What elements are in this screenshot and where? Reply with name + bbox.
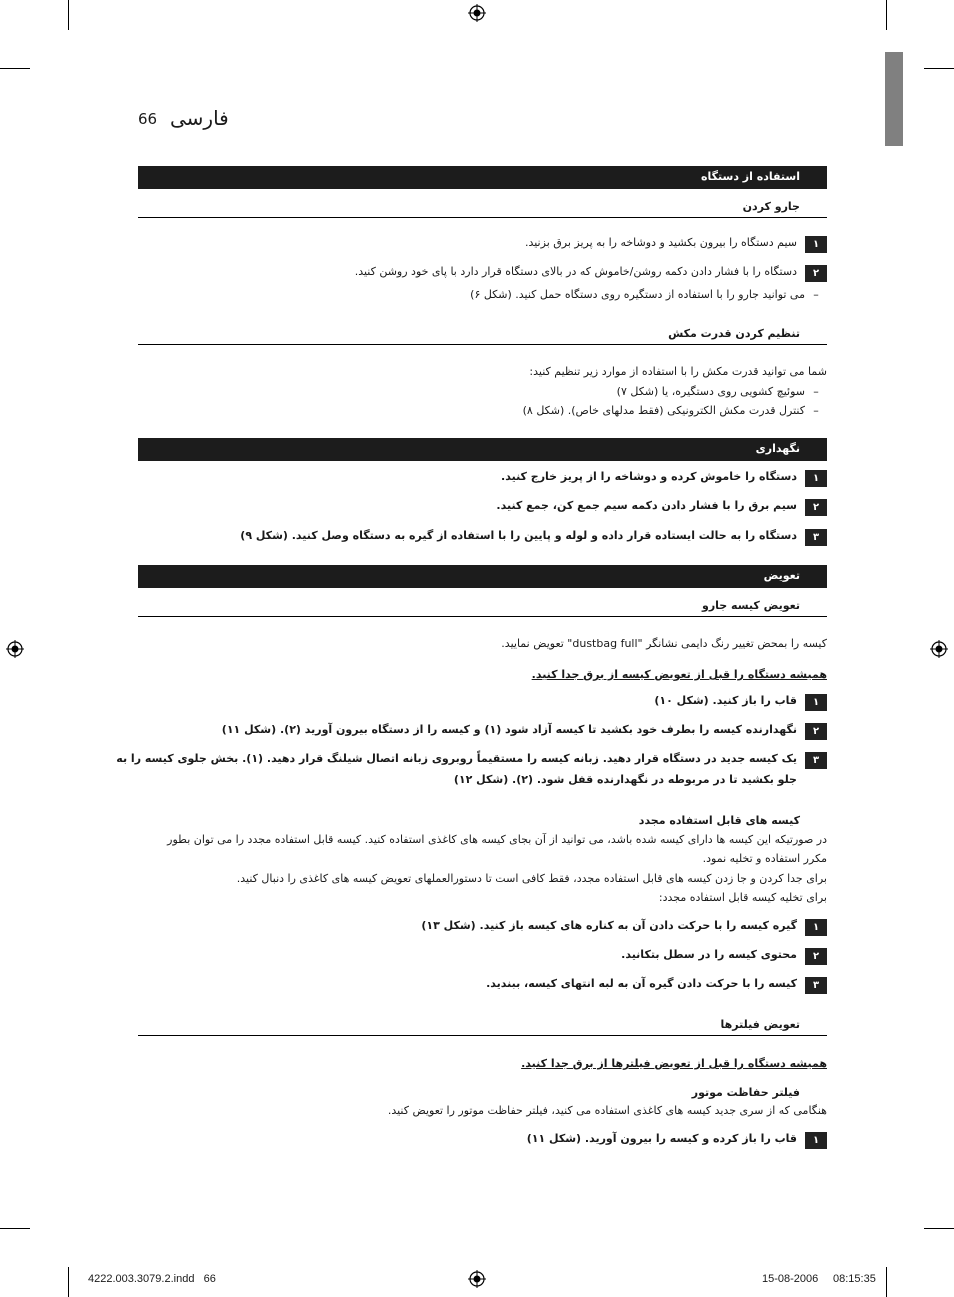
- divider: [138, 616, 827, 617]
- reusable-bag-text: برای جدا کردن و جا زدن کیسه های قابل استفاده مجدد، فقط کافی است تا دستورالعملهای تعویض کیسه های کاغذی را دنبال کنید.: [236, 872, 827, 885]
- footer-file-info: 4222.003.3079.2.indd 66: [88, 1273, 216, 1285]
- step-number: ۱: [805, 919, 827, 936]
- step-number: ۲: [805, 499, 827, 516]
- step-number: ۲: [805, 723, 827, 740]
- step: [355, 265, 827, 282]
- page-number: 66: [138, 110, 158, 128]
- reusable-bag-text: مکرر استفاده و تخلیه نمود.: [702, 852, 827, 865]
- step: [501, 470, 827, 487]
- reusable-bag-text: در صورتیکه این کیسه ها دارای کیسه شده باشد، می توانید از آن بجای کیسه های کاغذی استفاده کنید. کیسه قابل استفاده مجدد را می توان بطور: [167, 833, 827, 846]
- step-text: گیره کیسه را با حرکت دادن آن به کناره های کیسه باز کنید. (شکل ۱۳): [421, 919, 797, 932]
- step-text-continued: جلو بکشید تا در مربوطه در نگهدارنده قفل شود. (۲). (شکل ۱۲): [453, 773, 797, 786]
- section-title-replacement: تعویض: [138, 565, 827, 588]
- step-number: ۱: [805, 236, 827, 253]
- reusable-bag-title: کیسه های قابل استفاده مجدد: [638, 814, 800, 827]
- step-text: سیم دستگاه را بیرون بکشید و دوشاخه را به پریز برق بزنید.: [524, 236, 797, 249]
- step-text: قاب را باز کرده و کیسه را بیرون آورید. (شکل ۱۱): [526, 1132, 797, 1145]
- step-text: محتوی کیسه را در سطل بتکانید.: [621, 948, 797, 961]
- motor-filter-text: هنگامی که از سری جدید کیسه های کاغذی استفاده می کنید، فیلتر حفاظت موتور را تعویض کنید.: [387, 1104, 827, 1117]
- step-number: ۱: [805, 470, 827, 487]
- step-number: ۲: [805, 948, 827, 965]
- intro-text: کیسه را بمحض تغییر رنگ دایمی نشانگر "dustbag full" تعویض نمایید.: [501, 637, 827, 650]
- step: [240, 529, 827, 546]
- warning-text: همیشه دستگاه را قبل از تعویض کیسه از برق جدا کنید.: [531, 668, 827, 681]
- step: [496, 499, 827, 516]
- motor-filter-title: فیلتر حفاظت موتور: [691, 1086, 800, 1099]
- divider: [138, 1035, 827, 1036]
- crop-mark: [0, 68, 30, 69]
- warning-text: همیشه دستگاه را قبل از تعویض فیلترها از برق جدا کنید.: [521, 1057, 827, 1070]
- step-number: ۳: [805, 752, 827, 769]
- step-text: کیسه را با حرکت دادن گیره آن به لبه انتهای کیسه، ببندید.: [486, 977, 797, 990]
- step-text: دستگاه را خاموش کرده و دوشاخه را از پریز خارج کنید.: [501, 470, 797, 483]
- footer-time: 08:15:35: [833, 1273, 876, 1285]
- step: [116, 752, 827, 769]
- subsection-title-filters: تعویض فیلترها: [720, 1018, 800, 1031]
- subsection-title-vacuuming: جارو کردن: [742, 200, 800, 213]
- registration-mark-icon: [468, 4, 486, 22]
- step-number: ۱: [805, 1132, 827, 1149]
- step: [654, 694, 827, 711]
- note-item: –می توانید جارو را با استفاده از دستگیره روی دستگاه حمل کنید. (شکل ۶): [470, 288, 819, 301]
- step: [421, 919, 827, 936]
- registration-mark-icon: [468, 1270, 486, 1288]
- step-text: سیم برق را با فشار دادن دکمه سیم جمع کن، جمع کنید.: [496, 499, 797, 512]
- step: [621, 948, 827, 965]
- crop-mark: [0, 1228, 30, 1229]
- step-text: دستگاه را با فشار دادن دکمه روشن/خاموش که در بالای دستگاه قرار دارد با پای خود روشن کنید.: [354, 265, 797, 278]
- note-text: سوئیچ کشویی روی دستگیره، یا (شکل ۷): [616, 385, 805, 398]
- step-number: ۳: [805, 529, 827, 546]
- step-number: ۱: [805, 694, 827, 711]
- step: [222, 723, 827, 740]
- step-text: نگهدارنده کیسه را بطرف خود بکشید تا کیسه آزاد شود (۱) و کیسه را از دستگاه بیرون آورید (۲). (شکل ۱۱): [221, 723, 797, 736]
- registration-mark-icon: [930, 640, 948, 658]
- crop-mark: [924, 1228, 954, 1229]
- crop-mark: [68, 0, 69, 30]
- note-text: می توانید جارو را با استفاده از دستگیره روی دستگاه حمل کنید. (شکل ۶): [470, 288, 805, 301]
- note-item: –کنترل قدرت مکش الکترونیکی (فقط مدلهای خاص). (شکل ۸): [522, 404, 819, 417]
- crop-mark: [886, 1267, 887, 1297]
- section-title-storage: نگهداری: [138, 438, 827, 461]
- crop-mark: [924, 68, 954, 69]
- step: [525, 236, 827, 253]
- reusable-bag-text: برای تخلیه کیسه قابل استفاده مجدد:: [658, 891, 827, 904]
- step-text: دستگاه را به حالت ایستاده قرار داده و لوله و پایین را با استفاده از گیره به دستگاه وصل کنید. (شکل ۹): [240, 529, 797, 542]
- note-item: –سوئیچ کشویی روی دستگیره، یا (شکل ۷): [616, 385, 819, 398]
- step: [486, 977, 827, 994]
- step-number: ۲: [805, 265, 827, 282]
- intro-text: شما می توانید قدرت مکش را با استفاده از موارد زیر تنظیم کنید:: [529, 365, 827, 378]
- section-title-usage: استفاده از دستگاه: [138, 166, 827, 189]
- footer-date: 15-08-2006: [762, 1273, 819, 1285]
- step-text: یک کیسه جدید در دستگاه قرار دهید. زبانه کیسه را مستقیماً روبروی زبانه اتصال شیلنگ قرار دهید. (۱). بخش جلوی کیسه را به: [116, 752, 797, 765]
- crop-mark: [68, 1267, 69, 1297]
- note-text: کنترل قدرت مکش الکترونیکی (فقط مدلهای خاص). (شکل ۸): [522, 404, 805, 417]
- registration-mark-icon: [6, 640, 24, 658]
- step-number: ۳: [805, 977, 827, 994]
- page-language: فارسی: [170, 106, 229, 130]
- step-text: قاب را باز کنید. (شکل ۱۰): [654, 694, 797, 707]
- subsection-title-suction: تنظیم کردن قدرت مکش: [668, 327, 800, 340]
- crop-mark: [886, 0, 887, 30]
- subsection-title-dustbag: تعویض کیسه جارو: [701, 599, 800, 612]
- divider: [138, 344, 827, 345]
- edge-tab: [885, 52, 903, 146]
- step: [527, 1132, 827, 1149]
- divider: [138, 217, 827, 218]
